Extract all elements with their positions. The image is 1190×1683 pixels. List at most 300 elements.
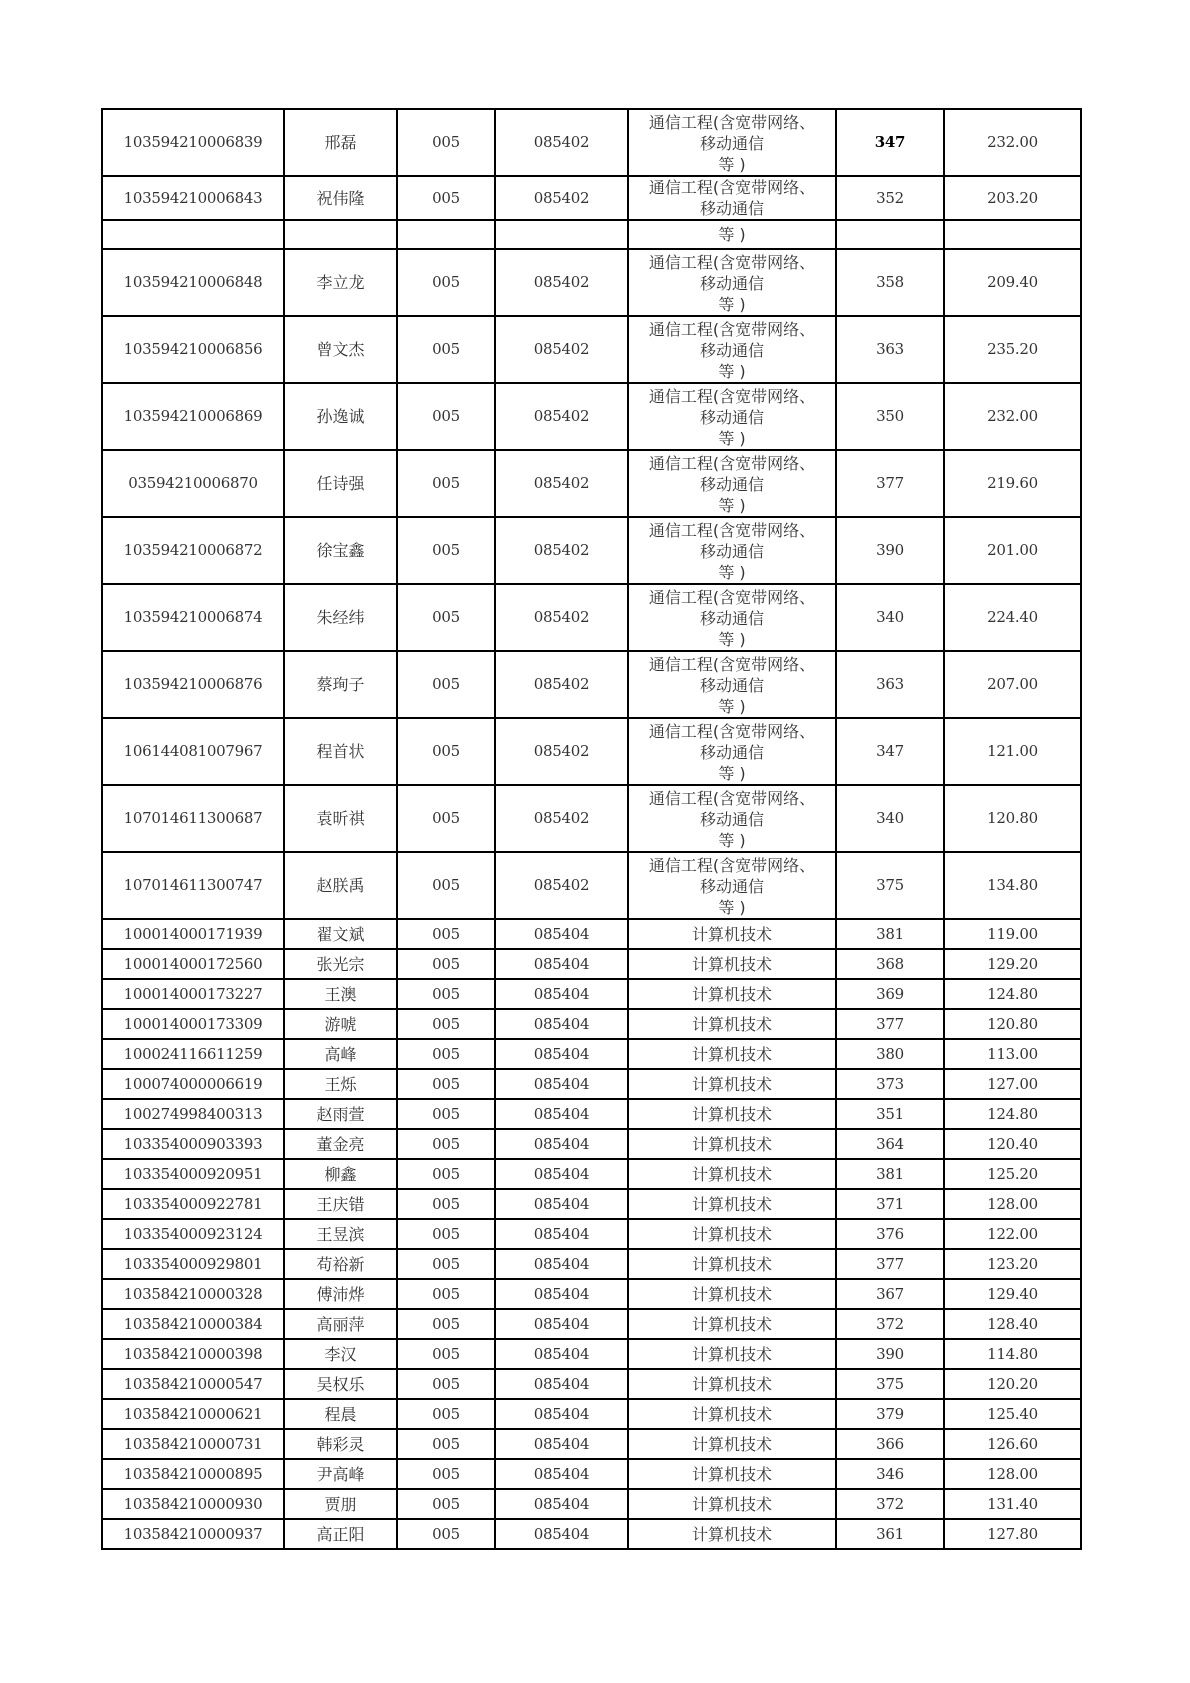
major-name-line: 等 ) xyxy=(718,630,746,649)
total-score-cell: 114.80 xyxy=(944,1339,1081,1369)
total-score-cell: 124.80 xyxy=(944,1099,1081,1129)
total-score-cell xyxy=(944,220,1081,249)
exam-score-cell: 377 xyxy=(836,1009,944,1039)
department-code-cell: 005 xyxy=(397,852,495,919)
major-name-line: 等 ) xyxy=(718,295,746,314)
major-name-line: 计算机技术 xyxy=(691,1284,772,1304)
candidate-id-cell: 103354000903393 xyxy=(102,1129,284,1159)
candidate-name-cell: 高丽萍 xyxy=(284,1309,397,1339)
candidate-id-cell: 103584210000384 xyxy=(102,1309,284,1339)
candidate-id-cell: 100024116611259 xyxy=(102,1039,284,1069)
candidate-name-cell: 程晨 xyxy=(284,1399,397,1429)
major-name-cell xyxy=(628,109,836,176)
major-code-cell: 085404 xyxy=(495,1399,628,1429)
total-score-cell: 209.40 xyxy=(944,249,1081,316)
table-row xyxy=(102,651,1081,718)
candidate-name-cell: 王昱滨 xyxy=(284,1219,397,1249)
candidate-id-cell: 103594210006839 xyxy=(102,109,284,176)
major-code-cell: 085402 xyxy=(495,517,628,584)
table-row xyxy=(102,450,1081,517)
major-name-line: 通信工程(含宽带网络、 xyxy=(648,387,816,406)
candidate-name-cell: 徐宝鑫 xyxy=(284,517,397,584)
candidate-name-cell: 祝伟隆 xyxy=(284,176,397,220)
major-name-cell xyxy=(628,852,836,919)
table-row xyxy=(102,316,1081,383)
major-name-cell xyxy=(628,1519,836,1549)
major-name-line: 移动通信 xyxy=(699,609,764,628)
major-name-line: 通信工程(含宽带网络、 xyxy=(648,521,816,540)
major-code-cell: 085404 xyxy=(495,1459,628,1489)
major-name-line: 计算机技术 xyxy=(691,1314,772,1334)
major-name-line: 通信工程(含宽带网络、 xyxy=(648,722,816,741)
candidate-name-cell: 翟文斌 xyxy=(284,919,397,949)
major-code-cell: 085404 xyxy=(495,1519,628,1549)
total-score-cell: 129.40 xyxy=(944,1279,1081,1309)
candidate-name-cell: 任诗强 xyxy=(284,450,397,517)
major-code-cell: 085402 xyxy=(495,785,628,852)
candidate-id-cell: 103584210000547 xyxy=(102,1369,284,1399)
major-name-cell xyxy=(628,1429,836,1459)
exam-score-cell: 361 xyxy=(836,1519,944,1549)
major-name-cell xyxy=(628,1249,836,1279)
candidate-id-cell: 100014000171939 xyxy=(102,919,284,949)
major-name-cell xyxy=(628,176,836,220)
department-code-cell: 005 xyxy=(397,584,495,651)
major-name-cell xyxy=(628,919,836,949)
major-code-cell: 085402 xyxy=(495,718,628,785)
candidate-name-cell: 李汉 xyxy=(284,1339,397,1369)
major-name-line: 通信工程(含宽带网络、 xyxy=(648,178,816,197)
candidate-name-cell: 蔡珣子 xyxy=(284,651,397,718)
candidate-name-cell: 尹高峰 xyxy=(284,1459,397,1489)
table-row xyxy=(102,1339,1081,1369)
exam-score-cell: 390 xyxy=(836,1339,944,1369)
exam-score-cell: 381 xyxy=(836,919,944,949)
major-name-line: 计算机技术 xyxy=(691,1404,772,1424)
department-code-cell: 005 xyxy=(397,1129,495,1159)
candidate-id-cell: 103594210006874 xyxy=(102,584,284,651)
major-name-line: 移动通信 xyxy=(699,408,764,427)
total-score-cell: 126.60 xyxy=(944,1429,1081,1459)
department-code-cell: 005 xyxy=(397,249,495,316)
exam-score-cell: 376 xyxy=(836,1219,944,1249)
candidate-name-cell: 董金亮 xyxy=(284,1129,397,1159)
major-code-cell: 085404 xyxy=(495,1159,628,1189)
candidate-name-cell: 游唬 xyxy=(284,1009,397,1039)
department-code-cell: 005 xyxy=(397,450,495,517)
total-score-cell: 219.60 xyxy=(944,450,1081,517)
table-row xyxy=(102,1369,1081,1399)
candidate-id-cell: 107014611300687 xyxy=(102,785,284,852)
candidate-name-cell: 苟裕新 xyxy=(284,1249,397,1279)
candidate-name-cell: 赵朕禹 xyxy=(284,852,397,919)
department-code-cell: 005 xyxy=(397,1399,495,1429)
major-name-line: 移动通信 xyxy=(699,542,764,561)
department-code-cell: 005 xyxy=(397,949,495,979)
candidate-id-cell: 103594210006848 xyxy=(102,249,284,316)
candidate-name-cell: 韩彩灵 xyxy=(284,1429,397,1459)
total-score-cell: 113.00 xyxy=(944,1039,1081,1069)
major-code-cell: 085404 xyxy=(495,1249,628,1279)
candidate-id-cell: 107014611300747 xyxy=(102,852,284,919)
major-name-cell xyxy=(628,220,836,249)
major-name-line: 计算机技术 xyxy=(691,1434,772,1454)
exam-score-cell: 367 xyxy=(836,1279,944,1309)
candidate-id-cell: 100014000173309 xyxy=(102,1009,284,1039)
major-name-cell xyxy=(628,1189,836,1219)
department-code-cell: 005 xyxy=(397,1279,495,1309)
department-code-cell: 005 xyxy=(397,979,495,1009)
table-row xyxy=(102,979,1081,1009)
major-name-line: 移动通信 xyxy=(699,274,764,293)
department-code-cell: 005 xyxy=(397,1519,495,1549)
candidate-name-cell: 曾文杰 xyxy=(284,316,397,383)
major-code-cell: 085404 xyxy=(495,1279,628,1309)
major-code-cell: 085404 xyxy=(495,1429,628,1459)
candidate-name-cell: 贾朋 xyxy=(284,1489,397,1519)
total-score-cell: 207.00 xyxy=(944,651,1081,718)
department-code-cell xyxy=(397,220,495,249)
total-score-cell: 119.00 xyxy=(944,919,1081,949)
exam-score-cell: 347 xyxy=(836,718,944,785)
exam-score-cell: 373 xyxy=(836,1069,944,1099)
candidate-name-cell: 朱经纬 xyxy=(284,584,397,651)
major-name-line: 通信工程(含宽带网络、 xyxy=(648,789,816,808)
total-score-cell: 134.80 xyxy=(944,852,1081,919)
major-name-cell xyxy=(628,1309,836,1339)
major-name-line: 计算机技术 xyxy=(691,984,772,1004)
candidate-id-cell: 103594210006856 xyxy=(102,316,284,383)
candidate-name-cell: 高峰 xyxy=(284,1039,397,1069)
exam-score-cell: 347 xyxy=(836,109,944,176)
table-row xyxy=(102,220,1081,249)
major-name-line: 移动通信 xyxy=(699,475,764,494)
table-row xyxy=(102,517,1081,584)
major-name-line: 等 ) xyxy=(718,225,746,244)
major-name-cell xyxy=(628,1459,836,1489)
major-code-cell: 085404 xyxy=(495,1489,628,1519)
major-name-line: 计算机技术 xyxy=(691,1194,772,1214)
exam-score-cell: 380 xyxy=(836,1039,944,1069)
department-code-cell: 005 xyxy=(397,1429,495,1459)
exam-score-cell: 368 xyxy=(836,949,944,979)
total-score-cell: 121.00 xyxy=(944,718,1081,785)
major-name-cell xyxy=(628,584,836,651)
exam-score-cell: 372 xyxy=(836,1309,944,1339)
table-row xyxy=(102,1009,1081,1039)
major-code-cell: 085402 xyxy=(495,852,628,919)
candidate-id-cell: 100074000006619 xyxy=(102,1069,284,1099)
department-code-cell: 005 xyxy=(397,1099,495,1129)
department-code-cell: 005 xyxy=(397,1009,495,1039)
major-name-line: 计算机技术 xyxy=(691,1254,772,1274)
table-row xyxy=(102,785,1081,852)
total-score-cell: 127.80 xyxy=(944,1519,1081,1549)
table-row xyxy=(102,718,1081,785)
major-name-cell xyxy=(628,1339,836,1369)
candidate-id-cell: 103584210000937 xyxy=(102,1519,284,1549)
total-score-cell: 120.80 xyxy=(944,1009,1081,1039)
major-name-line: 等 ) xyxy=(718,831,746,850)
exam-score-cell: 371 xyxy=(836,1189,944,1219)
total-score-cell: 235.20 xyxy=(944,316,1081,383)
major-name-line: 等 ) xyxy=(718,898,746,917)
major-name-line: 计算机技术 xyxy=(691,1104,772,1124)
exam-score-cell: 350 xyxy=(836,383,944,450)
table-row xyxy=(102,1249,1081,1279)
major-name-line: 计算机技术 xyxy=(691,1134,772,1154)
table-row xyxy=(102,1279,1081,1309)
major-name-line: 通信工程(含宽带网络、 xyxy=(648,655,816,674)
score-table xyxy=(101,108,1082,1550)
major-code-cell: 085404 xyxy=(495,1189,628,1219)
department-code-cell: 005 xyxy=(397,1219,495,1249)
exam-score-cell xyxy=(836,220,944,249)
candidate-name-cell: 王庆错 xyxy=(284,1189,397,1219)
major-name-cell xyxy=(628,785,836,852)
major-name-line: 等 ) xyxy=(718,155,746,174)
major-code-cell: 085404 xyxy=(495,919,628,949)
department-code-cell: 005 xyxy=(397,1459,495,1489)
exam-score-cell: 375 xyxy=(836,1369,944,1399)
major-name-line: 计算机技术 xyxy=(691,954,772,974)
major-name-line: 计算机技术 xyxy=(691,1494,772,1514)
candidate-id-cell: 100274998400313 xyxy=(102,1099,284,1129)
major-name-cell xyxy=(628,1219,836,1249)
total-score-cell: 128.00 xyxy=(944,1459,1081,1489)
major-name-line: 等 ) xyxy=(718,362,746,381)
candidate-id-cell: 103594210006872 xyxy=(102,517,284,584)
department-code-cell: 005 xyxy=(397,383,495,450)
table-row xyxy=(102,109,1081,176)
candidate-id-cell: 103584210000731 xyxy=(102,1429,284,1459)
total-score-cell: 232.00 xyxy=(944,109,1081,176)
total-score-cell: 129.20 xyxy=(944,949,1081,979)
exam-score-cell: 390 xyxy=(836,517,944,584)
total-score-cell: 125.40 xyxy=(944,1399,1081,1429)
major-code-cell: 085404 xyxy=(495,1009,628,1039)
candidate-name-cell: 张光宗 xyxy=(284,949,397,979)
major-code-cell: 085402 xyxy=(495,651,628,718)
exam-score-cell: 377 xyxy=(836,1249,944,1279)
exam-score-cell: 351 xyxy=(836,1099,944,1129)
department-code-cell: 005 xyxy=(397,517,495,584)
major-code-cell: 085404 xyxy=(495,1039,628,1069)
department-code-cell: 005 xyxy=(397,919,495,949)
total-score-cell: 124.80 xyxy=(944,979,1081,1009)
table-row xyxy=(102,1189,1081,1219)
candidate-id-cell: 103584210000895 xyxy=(102,1459,284,1489)
total-score-cell: 127.00 xyxy=(944,1069,1081,1099)
major-name-line: 计算机技术 xyxy=(691,1524,772,1544)
department-code-cell: 005 xyxy=(397,1069,495,1099)
major-name-line: 通信工程(含宽带网络、 xyxy=(648,454,816,473)
major-name-line: 通信工程(含宽带网络、 xyxy=(648,588,816,607)
exam-score-cell: 363 xyxy=(836,651,944,718)
department-code-cell: 005 xyxy=(397,785,495,852)
candidate-name-cell: 程首状 xyxy=(284,718,397,785)
total-score-cell: 131.40 xyxy=(944,1489,1081,1519)
major-code-cell: 085402 xyxy=(495,176,628,220)
table-row xyxy=(102,1309,1081,1339)
candidate-name-cell: 柳鑫 xyxy=(284,1159,397,1189)
major-name-line: 移动通信 xyxy=(699,743,764,762)
major-code-cell: 085404 xyxy=(495,949,628,979)
major-name-line: 移动通信 xyxy=(699,134,764,153)
major-name-cell xyxy=(628,1129,836,1159)
major-name-line: 计算机技术 xyxy=(691,1074,772,1094)
total-score-cell: 203.20 xyxy=(944,176,1081,220)
total-score-cell: 224.40 xyxy=(944,584,1081,651)
major-name-line: 移动通信 xyxy=(699,877,764,896)
candidate-name-cell: 李立龙 xyxy=(284,249,397,316)
major-name-line: 通信工程(含宽带网络、 xyxy=(648,856,816,875)
major-code-cell: 085404 xyxy=(495,1339,628,1369)
major-code-cell: 085404 xyxy=(495,1369,628,1399)
major-code-cell: 085404 xyxy=(495,1099,628,1129)
exam-score-cell: 352 xyxy=(836,176,944,220)
department-code-cell: 005 xyxy=(397,1309,495,1339)
major-name-line: 移动通信 xyxy=(699,676,764,695)
major-name-cell xyxy=(628,718,836,785)
major-name-line: 计算机技术 xyxy=(691,1224,772,1244)
candidate-id-cell: 103584210000398 xyxy=(102,1339,284,1369)
score-table-body xyxy=(102,109,1081,1549)
candidate-id-cell: 103354000929801 xyxy=(102,1249,284,1279)
candidate-name-cell: 王烁 xyxy=(284,1069,397,1099)
major-name-line: 移动通信 xyxy=(699,199,764,218)
major-name-cell xyxy=(628,316,836,383)
total-score-cell: 120.80 xyxy=(944,785,1081,852)
table-row xyxy=(102,1039,1081,1069)
major-name-line: 等 ) xyxy=(718,764,746,783)
major-name-line: 移动通信 xyxy=(699,341,764,360)
exam-score-cell: 363 xyxy=(836,316,944,383)
exam-score-cell: 369 xyxy=(836,979,944,1009)
table-row xyxy=(102,1069,1081,1099)
exam-score-cell: 372 xyxy=(836,1489,944,1519)
exam-score-cell: 366 xyxy=(836,1429,944,1459)
major-name-cell xyxy=(628,517,836,584)
major-name-line: 等 ) xyxy=(718,697,746,716)
candidate-id-cell: 103354000922781 xyxy=(102,1189,284,1219)
department-code-cell: 005 xyxy=(397,1189,495,1219)
exam-score-cell: 358 xyxy=(836,249,944,316)
table-row xyxy=(102,584,1081,651)
candidate-name-cell: 傅沛烨 xyxy=(284,1279,397,1309)
department-code-cell: 005 xyxy=(397,1249,495,1279)
exam-score-cell: 381 xyxy=(836,1159,944,1189)
table-row xyxy=(102,1129,1081,1159)
major-name-cell xyxy=(628,1069,836,1099)
major-name-cell xyxy=(628,651,836,718)
table-row xyxy=(102,1219,1081,1249)
major-name-line: 计算机技术 xyxy=(691,1344,772,1364)
major-name-cell xyxy=(628,249,836,316)
major-code-cell: 085402 xyxy=(495,249,628,316)
major-name-line: 计算机技术 xyxy=(691,1374,772,1394)
exam-score-cell: 364 xyxy=(836,1129,944,1159)
major-name-cell xyxy=(628,1399,836,1429)
major-code-cell xyxy=(495,220,628,249)
major-name-cell xyxy=(628,1369,836,1399)
table-row xyxy=(102,1159,1081,1189)
candidate-name-cell: 吴权乐 xyxy=(284,1369,397,1399)
major-code-cell: 085404 xyxy=(495,1309,628,1339)
table-row xyxy=(102,1519,1081,1549)
department-code-cell: 005 xyxy=(397,1039,495,1069)
major-name-cell xyxy=(628,949,836,979)
major-name-cell xyxy=(628,1279,836,1309)
department-code-cell: 005 xyxy=(397,1489,495,1519)
major-name-line: 等 ) xyxy=(718,429,746,448)
candidate-name-cell xyxy=(284,220,397,249)
major-name-cell xyxy=(628,383,836,450)
candidate-id-cell: 103584210000930 xyxy=(102,1489,284,1519)
table-row xyxy=(102,1399,1081,1429)
major-name-cell xyxy=(628,450,836,517)
exam-score-cell: 375 xyxy=(836,852,944,919)
major-code-cell: 085402 xyxy=(495,383,628,450)
total-score-cell: 122.00 xyxy=(944,1219,1081,1249)
candidate-id-cell: 103584210000328 xyxy=(102,1279,284,1309)
major-name-cell xyxy=(628,1099,836,1129)
major-code-cell: 085402 xyxy=(495,584,628,651)
table-row xyxy=(102,1099,1081,1129)
major-name-line: 计算机技术 xyxy=(691,924,772,944)
table-row xyxy=(102,949,1081,979)
major-name-cell xyxy=(628,1039,836,1069)
major-code-cell: 085402 xyxy=(495,109,628,176)
total-score-cell: 128.40 xyxy=(944,1309,1081,1339)
candidate-id-cell: 100014000173227 xyxy=(102,979,284,1009)
department-code-cell: 005 xyxy=(397,1159,495,1189)
exam-score-cell: 340 xyxy=(836,584,944,651)
total-score-cell: 232.00 xyxy=(944,383,1081,450)
major-name-line: 等 ) xyxy=(718,563,746,582)
department-code-cell: 005 xyxy=(397,1339,495,1369)
candidate-id-cell: 103354000923124 xyxy=(102,1219,284,1249)
candidate-id-cell: 103594210006876 xyxy=(102,651,284,718)
major-code-cell: 085404 xyxy=(495,1129,628,1159)
candidate-name-cell: 孙逸诚 xyxy=(284,383,397,450)
table-row xyxy=(102,383,1081,450)
major-name-line: 计算机技术 xyxy=(691,1164,772,1184)
candidate-id-cell: 103594210006869 xyxy=(102,383,284,450)
major-name-line: 计算机技术 xyxy=(691,1464,772,1484)
exam-score-cell: 346 xyxy=(836,1459,944,1489)
total-score-cell: 201.00 xyxy=(944,517,1081,584)
candidate-name-cell: 王澳 xyxy=(284,979,397,1009)
candidate-id-cell: 103594210006843 xyxy=(102,176,284,220)
table-row xyxy=(102,919,1081,949)
table-row xyxy=(102,176,1081,220)
department-code-cell: 005 xyxy=(397,1369,495,1399)
table-row xyxy=(102,249,1081,316)
major-code-cell: 085402 xyxy=(495,450,628,517)
total-score-cell: 120.40 xyxy=(944,1129,1081,1159)
department-code-cell: 005 xyxy=(397,651,495,718)
total-score-cell: 120.20 xyxy=(944,1369,1081,1399)
total-score-cell: 125.20 xyxy=(944,1159,1081,1189)
candidate-name-cell: 袁昕祺 xyxy=(284,785,397,852)
major-code-cell: 085404 xyxy=(495,979,628,1009)
major-name-line: 通信工程(含宽带网络、 xyxy=(648,113,816,132)
major-name-cell xyxy=(628,1159,836,1189)
table-row xyxy=(102,1429,1081,1459)
candidate-name-cell: 邢磊 xyxy=(284,109,397,176)
department-code-cell: 005 xyxy=(397,316,495,383)
